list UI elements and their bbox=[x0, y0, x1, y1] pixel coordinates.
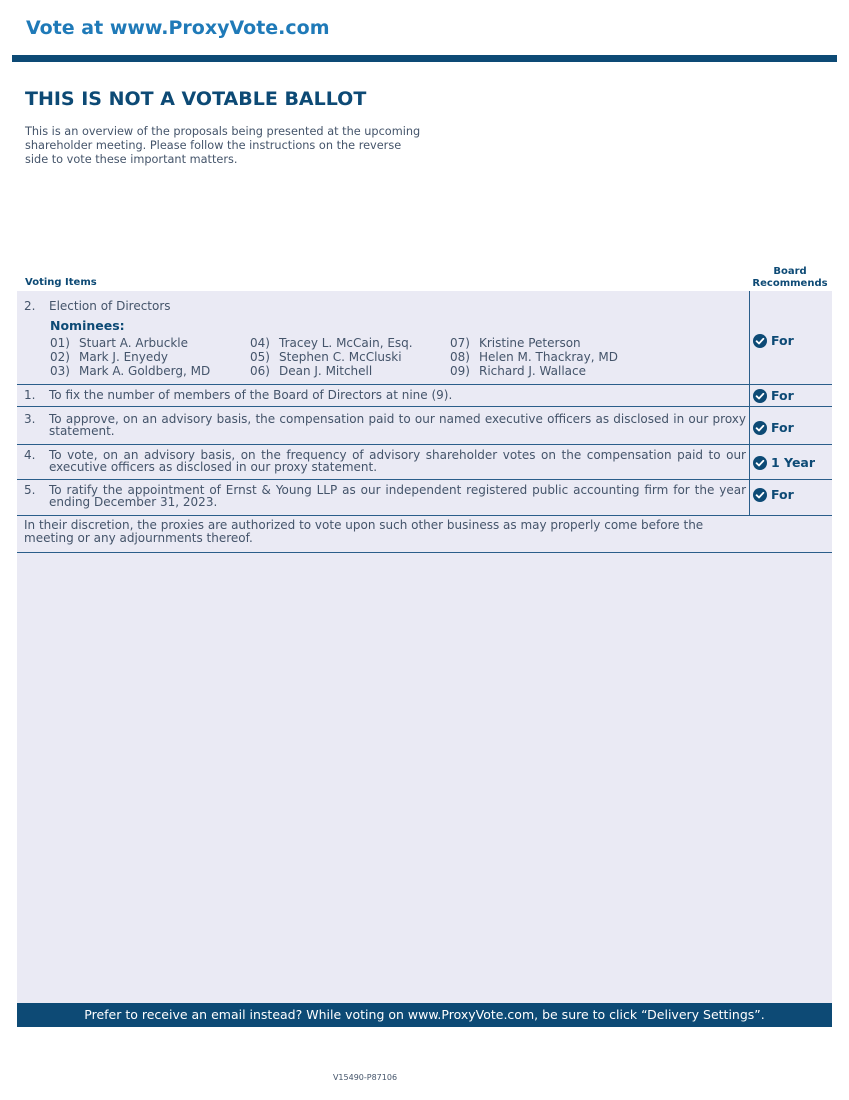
recommendation-value: For bbox=[771, 388, 794, 403]
nominee-number: 07) bbox=[450, 336, 470, 350]
document-code: V15490-P87106 bbox=[332, 1073, 398, 1082]
nominee-name: Stuart A. Arbuckle bbox=[79, 336, 188, 350]
item-text: To vote, on an advisory basis, on the frequency of advisory shareholder votes on the compensation paid to our executive officers as disclosed in our proxy statement. bbox=[49, 448, 746, 474]
voting-item-compensation bbox=[24, 413, 746, 437]
row-divider bbox=[17, 406, 832, 407]
nominee-name: Kristine Peterson bbox=[479, 336, 581, 350]
voting-item-board-size bbox=[24, 389, 746, 401]
nominee-name: Richard J. Wallace bbox=[479, 364, 587, 378]
board-label-line2: Recommends bbox=[752, 278, 828, 289]
column-divider bbox=[749, 291, 750, 515]
nominee-name: Helen M. Thackray, MD bbox=[479, 350, 618, 364]
check-circle-icon bbox=[753, 334, 767, 348]
row-divider bbox=[17, 384, 832, 385]
nominee-number: 06) bbox=[250, 364, 270, 378]
row-divider bbox=[17, 515, 832, 516]
item-text: Election of Directors bbox=[49, 299, 171, 313]
nominee bbox=[50, 336, 188, 350]
recommendation-board-size bbox=[753, 388, 794, 403]
voting-items-header: Voting Items bbox=[25, 277, 97, 288]
row-divider bbox=[17, 552, 832, 553]
nominee-number: 05) bbox=[250, 350, 270, 364]
item-text: To approve, on an advisory basis, the compensation paid to our named executive officers as disclosed in our proxy statement. bbox=[49, 412, 746, 438]
header-rule bbox=[12, 55, 837, 62]
item-number: 2. bbox=[24, 299, 36, 313]
nominee-name: Mark J. Enyedy bbox=[79, 350, 168, 364]
nominee-number: 04) bbox=[250, 336, 270, 350]
item-number: 4. bbox=[24, 448, 36, 462]
nominee-number: 03) bbox=[50, 364, 70, 378]
vote-link[interactable]: Vote at www.ProxyVote.com bbox=[26, 17, 330, 39]
nominee-name: Tracey L. McCain, Esq. bbox=[279, 336, 413, 350]
nominee-name: Dean J. Mitchell bbox=[279, 364, 373, 378]
voting-item-frequency bbox=[24, 449, 746, 473]
nominee-number: 09) bbox=[450, 364, 470, 378]
item-number: 5. bbox=[24, 483, 36, 497]
check-circle-icon bbox=[753, 488, 767, 502]
nominee bbox=[250, 336, 413, 350]
nominees-label: Nominees: bbox=[50, 318, 125, 333]
nominee bbox=[450, 364, 586, 378]
row-divider bbox=[17, 479, 832, 480]
recommendation-value: For bbox=[771, 333, 794, 348]
item-number: 3. bbox=[24, 412, 36, 426]
other-business-text: In their discretion, the proxies are authorized to vote upon such other business as may properly come before the meeting or any adjournments thereof. bbox=[24, 518, 704, 545]
nominee bbox=[450, 336, 581, 350]
overview-text: This is an overview of the proposals being presented at the upcoming shareholder meeting. Please follow the instructions on the reverse side to vote these important matters. bbox=[25, 125, 421, 166]
check-circle-icon bbox=[753, 389, 767, 403]
row-divider bbox=[17, 444, 832, 445]
nominee bbox=[250, 350, 402, 364]
recommendation-frequency bbox=[753, 455, 815, 470]
nominee-name: Stephen C. McCluski bbox=[279, 350, 402, 364]
nominee-number: 01) bbox=[50, 336, 70, 350]
check-circle-icon bbox=[753, 456, 767, 470]
email-delivery-banner: Prefer to receive an email instead? While voting on www.ProxyVote.com, be sure to click “Delivery Settings”. bbox=[17, 1003, 832, 1027]
recommendation-value: 1 Year bbox=[771, 455, 816, 470]
recommendation-compensation bbox=[753, 420, 794, 435]
voting-item-election bbox=[24, 300, 746, 312]
board-recommends-header bbox=[749, 266, 831, 290]
recommendation-auditor bbox=[753, 487, 794, 502]
nominee bbox=[50, 350, 168, 364]
item-text: To ratify the appointment of Ernst & Young LLP as our independent registered public accounting firm for the year ending December 31, 2023. bbox=[49, 483, 746, 509]
check-circle-icon bbox=[753, 421, 767, 435]
nominee-number: 08) bbox=[450, 350, 470, 364]
voting-item-auditor bbox=[24, 484, 746, 508]
recommendation-election bbox=[753, 333, 794, 348]
item-text: To fix the number of members of the Board of Directors at nine (9). bbox=[49, 388, 453, 402]
recommendation-value: For bbox=[771, 420, 794, 435]
nominee-name: Mark A. Goldberg, MD bbox=[79, 364, 211, 378]
recommendation-value: For bbox=[771, 487, 794, 502]
item-number: 1. bbox=[24, 388, 36, 402]
nominee-number: 02) bbox=[50, 350, 70, 364]
board-label-line1: Board bbox=[773, 266, 807, 277]
page-title: THIS IS NOT A VOTABLE BALLOT bbox=[25, 88, 367, 110]
nominee bbox=[250, 364, 372, 378]
nominee bbox=[50, 364, 210, 378]
nominee bbox=[450, 350, 618, 364]
